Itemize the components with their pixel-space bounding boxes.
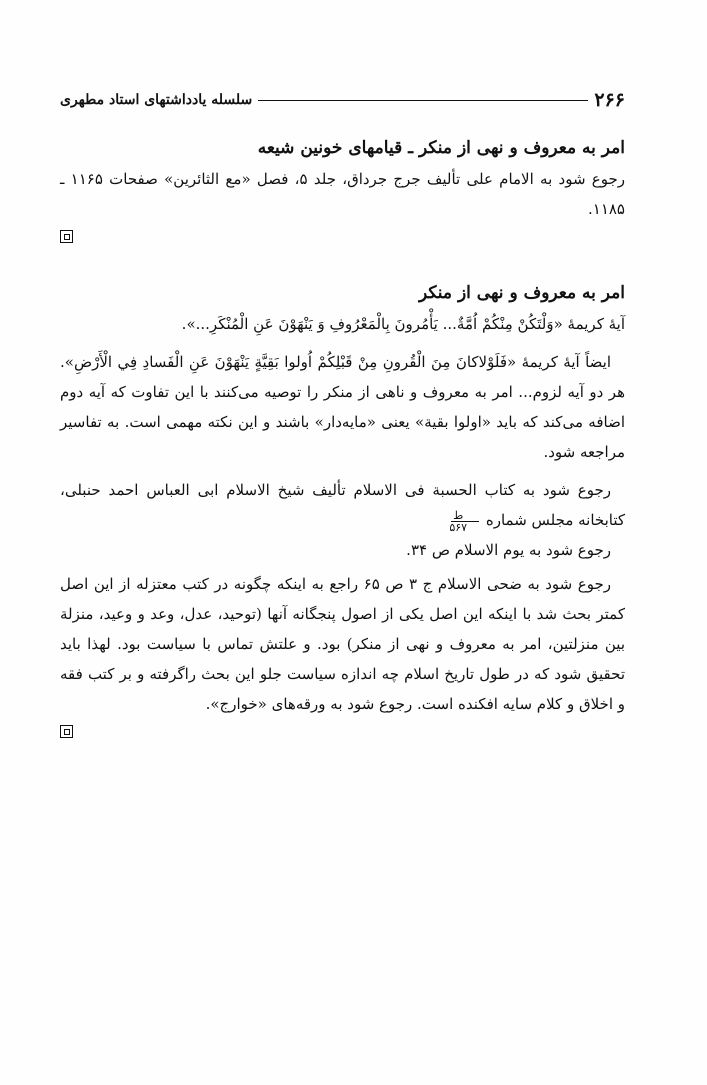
paragraph: رجوع شود به یوم الاسلام ص ۳۴. [406, 541, 611, 559]
page-number: ۲۶۶ [594, 89, 625, 111]
header-rule [258, 100, 588, 101]
page-header [60, 86, 625, 114]
paragraph: رجوع شود به ضحی الاسلام ج ۳ ص ۶۵ راجع به اینکه چگونه در کتب معتزله از این اصل کمتر بحث شد با اینکه این اصل یکی از اصول پنجگانه آنها (توحید، عدل، وعد و وعید، منزلة بین منزلتین، امر به معروف و نهی از منکر) بود. و علتش تماس با سیاست بود. لهذا باید تحقیق شود که در طول تاریخ اسلام چه اندازه سیاست جلو این بحث راگرفته و بر کتب فقه و اخلاق و کلام سایه افکنده است. رجوع شود به ورقه‌های «خوارج». [60, 575, 625, 713]
fraction-numerator: ط [451, 510, 479, 522]
section-1 [60, 132, 625, 247]
end-marker-icon [60, 725, 73, 738]
paragraph-text: رجوع شود به کتاب الحسبة فی الاسلام تألیف شیخ الاسلام ابی العباس احمد حنبلی، کتابخانه مجلس شماره [60, 481, 625, 529]
paragraph: آیهٔ کریمهٔ «وَلْتَكُنْ مِنْكُمْ اُمَّةٌ... يَأْمُرونَ بِالْمَعْرُوفِ وَ يَنْهَوْنَ عَنِ الْمُنْكَرِ...». [181, 315, 625, 333]
section-title: امر به معروف و نهی از منکر ـ قیامهای خونین شیعه [257, 138, 625, 158]
document-page [60, 86, 625, 742]
section-2 [60, 277, 625, 742]
section-title: امر به معروف و نهی از منکر [419, 283, 625, 303]
fraction-denominator: ۵۶۷ [449, 520, 468, 534]
shelf-number [449, 510, 481, 533]
paragraph: ایضاً آیهٔ کریمهٔ «فَلَوْلاكانَ مِنَ الْقُرونِ مِنْ قَبْلِكُمْ اُولوا بَقِيَّةٍ يَنْهَوْنَ عَنِ الْفَسادِ فِي الْأَرْضِ». هر دو آیه لزوم... امر به معروف و ناهی از منکر را توصیه می‌کنند با این تفاوت که آیه دوم اضافه می‌کند که باید «اولوا بقیة» یعنی «مایه‌دار» باشند و این نکته مهمی است. به تفاسیر مراجعه شود. [60, 353, 625, 461]
paragraph [60, 475, 625, 535]
series-title: سلسله یادداشتهای استاد مطهری [60, 92, 253, 108]
paragraph: رجوع شود به الامام علی تألیف جرج جرداق، جلد ۵، فصل «مع الثائرین» صفحات ۱۱۶۵ ـ ۱۱۸۵. [60, 170, 625, 218]
end-marker-icon [60, 230, 73, 243]
